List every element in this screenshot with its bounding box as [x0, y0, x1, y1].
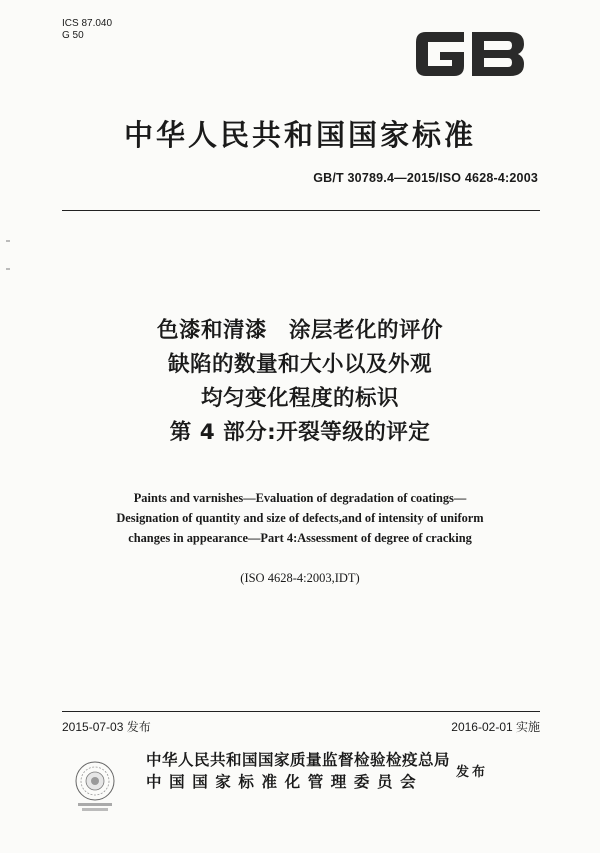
standard-number: GB/T 30789.4—2015/ISO 4628-4:2003	[313, 171, 538, 185]
top-divider	[62, 210, 540, 211]
scan-mark	[6, 240, 10, 242]
issuing-authorities	[146, 749, 450, 793]
ccs-code: G 50	[62, 30, 84, 41]
bottom-divider	[62, 711, 540, 712]
english-title-line-3: changes in appearance—Part 4:Assessment of degree of cracking	[128, 531, 472, 545]
chinese-title-line-1: 色漆和清漆 涂层老化的评价	[156, 318, 443, 343]
classification-codes	[62, 18, 112, 42]
english-title-line-1: Paints and varnishes—Evaluation of degradation of coatings—	[133, 491, 467, 505]
issuer-aqsiq: 中华人民共和国国家质量监督检验检疫总局	[146, 751, 451, 769]
gb-logo-icon	[410, 22, 530, 86]
anti-counterfeit-seal-icon	[66, 757, 124, 813]
chinese-title-line-2: 缺陷的数量和大小以及外观	[167, 352, 432, 377]
chinese-title-line-4: 第 4 部分:开裂等级的评定	[169, 420, 431, 445]
implementation-date: 2016-02-01 实施	[451, 720, 540, 734]
iso-equivalence: (ISO 4628-4:2003,IDT)	[240, 571, 360, 585]
scan-mark	[6, 268, 10, 270]
ics-code: ICS 87.040	[62, 18, 113, 29]
publish-label: 发布	[456, 765, 489, 780]
issue-date: 2015-07-03 发布	[62, 720, 151, 734]
chinese-title	[0, 314, 600, 450]
chinese-title-line-3: 均匀变化程度的标识	[200, 386, 399, 411]
national-standard-title: 中华人民共和国国家标准	[123, 118, 476, 152]
english-title-line-2: Designation of quantity and size of defects,and of intensity of uniform	[116, 511, 484, 525]
english-title	[0, 488, 600, 548]
issuer-sac: 中国国家标准化管理委员会	[146, 773, 424, 791]
